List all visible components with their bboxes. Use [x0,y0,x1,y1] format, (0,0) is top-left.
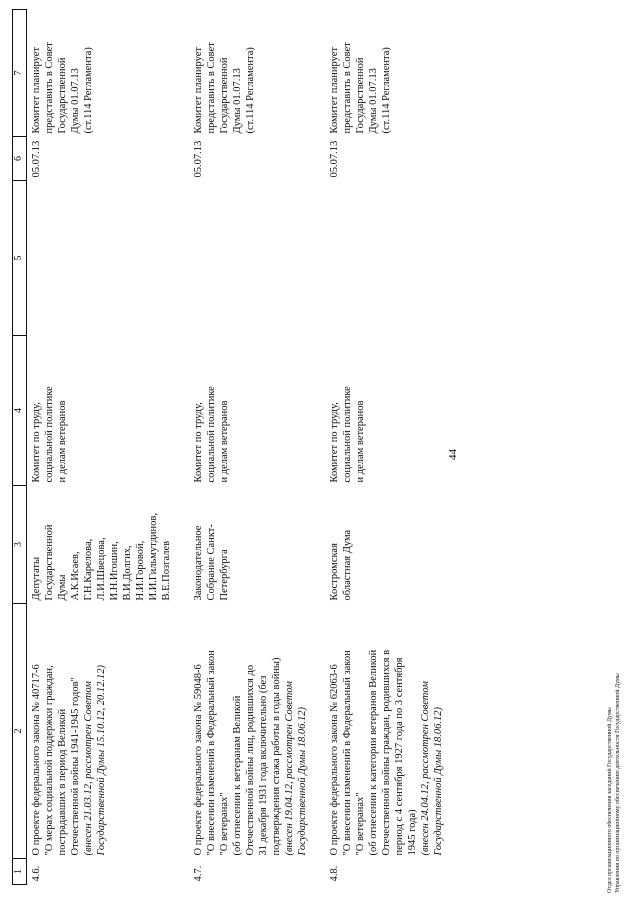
committee-line: и делам ветеранов [219,400,230,483]
bill-title-line: "О ветеранах" [355,792,366,856]
bill-title-line: (об отнесении к ветеранам Великой [232,695,243,856]
plan-line: представить в Совет [342,42,353,134]
plan-line: Комитет планирует [329,47,340,134]
column-number-2: 2 [13,604,27,859]
footer-line: Отдел организационного обеспечения заседаний Государственной Думы [607,707,613,893]
item-number: 4.8. [329,865,340,882]
author-line: И.Н.Игошин, [109,541,120,601]
footer-line: Управления по организационному обеспечению деятельности Государственной Думы [615,673,621,893]
bill-title-line: 1945 года) [407,809,418,856]
plan-line: (ст.114 Регламента) [381,47,392,134]
committee-line: Комитет по труду, [31,402,42,483]
bill-note-line: (внесен 24.04.12, рассмотрен Советом [420,681,431,856]
committee-line: Комитет по труду, [329,402,340,483]
bill-title-line: Отечественной войны лиц, родившихся до [245,664,256,856]
bill-title-line: пострадавших в период Великой [57,708,68,856]
author-line: Н.И.Горовой, [135,540,146,601]
bill-title-line: подтверждения стажа работы в годы войны) [271,657,282,856]
page-number: 44 [447,449,459,460]
column-number-6: 6 [13,137,27,181]
plan-line: Думы 01.07.13 [70,68,81,134]
date-cell: 05.07.13 [193,140,204,178]
bill-title-line: "О мерах социальной поддержки граждан, [44,665,55,856]
plan-line: Комитет планирует [193,47,204,134]
column-number-header [13,10,27,885]
agenda-table [12,9,461,885]
author-cell [325,486,461,604]
column-number-5: 5 [13,181,27,336]
bill-title-cell [325,604,461,859]
plan-line: Комитет планирует [31,47,42,134]
bill-title-line: "О внесении изменений в Федеральный закон [342,650,353,856]
committee-line: и делам ветеранов [355,400,366,483]
author-line: А.К.Исаев, [70,551,81,601]
column-number-7: 7 [13,10,27,137]
committee-line: социальной политике [206,386,217,483]
plan-line: (ст.114 Регламента) [245,47,256,134]
table-row [27,10,190,885]
bill-title-line: "О ветеранах" [219,792,230,856]
author-line: И.И.Гильмутдинов, [148,513,159,601]
author-line: Г.Н.Карелова, [83,538,94,601]
column-number-4: 4 [13,336,27,486]
bill-title-line: Отечественной войны 1941-1945 годов" [70,677,81,856]
plan-line: Государственной [57,57,68,134]
author-line: Думы [57,574,68,601]
plan-line: Думы 01.07.13 [368,68,379,134]
committee-cell [325,336,461,486]
author-line: областная Дума [342,529,353,601]
committee-line: Комитет по труду, [193,402,204,483]
bill-title-line: 31 декабря 1931 года включительно (без [258,675,269,856]
plan-line: представить в Совет [44,42,55,134]
author-line: Костромская [329,543,340,601]
author-line: Государственной [44,524,55,601]
committee-line: социальной политике [44,386,55,483]
column-number-1: 1 [13,859,27,885]
column-5-cell [27,181,190,336]
bill-title-line: (об отнесении к категории ветеранов Великой [368,649,379,856]
item-number: 4.7. [193,865,204,882]
bill-title-line: период с 4 сентября 1927 года по 3 сентября [394,657,405,856]
author-cell [189,486,325,604]
bill-title-cell [27,604,190,859]
plan-cell [325,10,461,137]
plan-line: Думы 01.07.13 [232,68,243,134]
table-row [189,10,325,885]
footer [606,673,622,893]
bill-note-line: (внесен 21.03.12, рассмотрен Советом [83,681,94,856]
author-line: Л.И.Швецова, [96,537,107,601]
date-cell: 05.07.13 [31,140,42,178]
plan-line: представить в Совет [206,42,217,134]
item-number: 4.6. [31,865,42,882]
plan-line: (ст.114 Регламента) [83,47,94,134]
committee-line: и делам ветеранов [57,400,68,483]
column-number-3: 3 [13,486,27,604]
plan-cell [189,10,325,137]
bill-note-line: Государственной Думы 18.06.12) [433,707,444,856]
author-line: Собрание Санкт- [206,524,217,601]
bill-title-line: О проекте федерального закона № 62063-6 [329,664,340,856]
bill-title-cell [189,604,325,859]
plan-cell [27,10,190,137]
committee-line: социальной политике [342,386,353,483]
committee-cell [27,336,190,486]
bill-title-line: Отечественной войны граждан, родившихся в [381,649,392,856]
bill-title-line: О проекте федерального закона № 40717-6 [31,664,42,856]
date-cell: 05.07.13 [329,140,340,178]
plan-line: Государственной [355,57,366,134]
bill-note-line: (внесен 19.04.12, рассмотрен Советом [284,681,295,856]
author-line: Депутаты [31,556,42,601]
author-cell [27,486,190,604]
author-line: В.И.Долгих, [122,545,133,601]
plan-line: Государственной [219,57,230,134]
bill-title-line: "О внесении изменений в Федеральный закон [206,650,217,856]
bill-title-line: О проекте федерального закона № 59048-6 [193,664,204,856]
column-5-cell [325,181,461,336]
committee-cell [189,336,325,486]
bill-note-line: Государственной Думы 18.06.12) [297,707,308,856]
bill-note-line: Государственной Думы 15.10.12, 20.12.12) [96,665,107,856]
author-line: В.Е.Позгалев [161,540,172,601]
author-line: Законодательное [193,525,204,601]
column-5-cell [189,181,325,336]
table-row [325,10,461,885]
author-line: Петербурга [219,549,230,601]
